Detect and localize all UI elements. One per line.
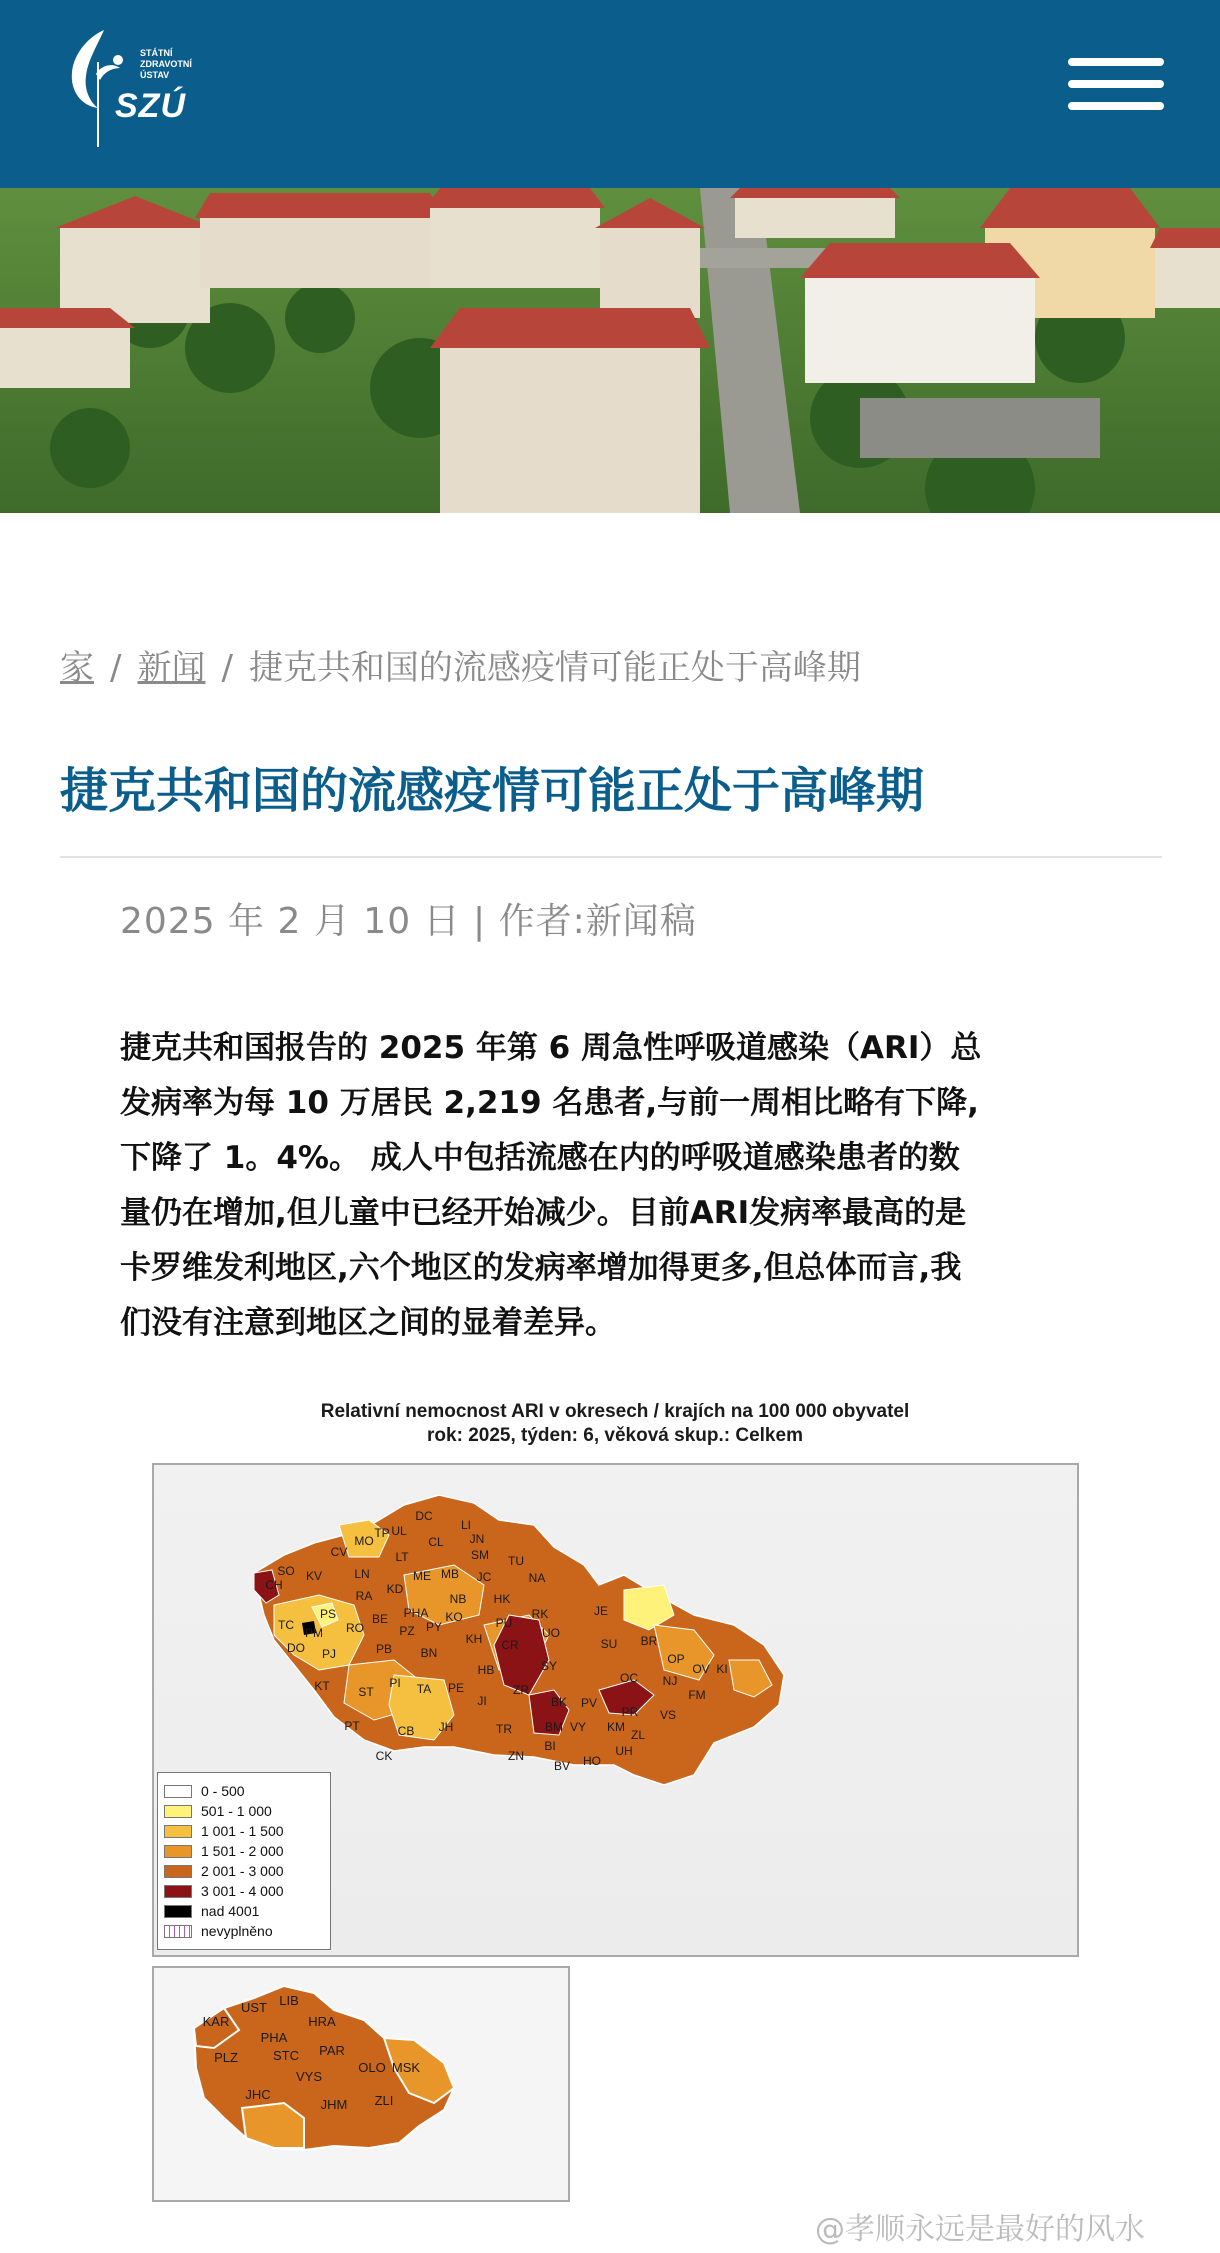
district-label: OP bbox=[667, 1652, 685, 1666]
district-label: BN bbox=[420, 1646, 438, 1660]
region-label: MSK bbox=[391, 2060, 421, 2075]
district-label: TC bbox=[278, 1618, 294, 1632]
legend-item: 0 - 500 bbox=[164, 1781, 324, 1801]
hamburger-menu-icon[interactable] bbox=[1068, 58, 1164, 132]
district-label: BE bbox=[371, 1612, 389, 1626]
watermark: @孝顺永远是最好的风水 bbox=[815, 2212, 1145, 2247]
legend-item: nad 4001 bbox=[164, 1901, 324, 1921]
district-label: KI bbox=[716, 1662, 728, 1676]
region-label: UST bbox=[241, 2000, 267, 2015]
region-label: JHM bbox=[320, 2097, 348, 2112]
district-label: DO bbox=[287, 1641, 305, 1655]
region-label: KAR bbox=[202, 2014, 230, 2029]
article-meta: 2025 年 2 月 10 日 | 作者:新闻稿 bbox=[120, 901, 697, 942]
district-label: SM bbox=[471, 1548, 489, 1562]
district-label: UL bbox=[391, 1524, 407, 1538]
district-label: KT bbox=[314, 1679, 330, 1693]
district-label: PZ bbox=[399, 1624, 415, 1638]
district-label: NJ bbox=[662, 1674, 678, 1688]
district-label: LT bbox=[395, 1550, 409, 1564]
body-line: 们没有注意到地区之间的显着差异。 bbox=[120, 1305, 616, 1341]
district-label: TU bbox=[508, 1554, 524, 1568]
legend-item: nevyplněno bbox=[164, 1921, 324, 1941]
district-label: CH bbox=[265, 1578, 283, 1592]
legend-item: 501 - 1 000 bbox=[164, 1801, 324, 1821]
district-label: PHA bbox=[403, 1606, 429, 1620]
district-label: TP bbox=[374, 1526, 390, 1540]
district-label: ZL bbox=[630, 1728, 646, 1742]
district-label: OC bbox=[620, 1671, 638, 1685]
district-label: HK bbox=[493, 1592, 511, 1606]
region-label: VYS bbox=[295, 2069, 323, 2084]
body-line: 量仍在增加,但儿童中已经开始减少。目前ARI发病率最高的是 bbox=[120, 1195, 967, 1231]
district-label: PS bbox=[319, 1607, 337, 1621]
region-label: HRA bbox=[308, 2014, 336, 2029]
district-label: MB bbox=[441, 1567, 459, 1581]
district-label: KD bbox=[386, 1582, 404, 1596]
district-label: BR bbox=[640, 1634, 658, 1648]
breadcrumb-news-link[interactable]: 新闻 bbox=[137, 648, 206, 688]
district-label: VS bbox=[659, 1708, 677, 1722]
breadcrumb-separator: / bbox=[110, 648, 122, 688]
district-label: HB bbox=[477, 1663, 495, 1677]
logo-wordmark: SZÚ bbox=[115, 87, 186, 125]
district-label: OV bbox=[692, 1662, 710, 1676]
breadcrumb-current: 捷克共和国的流感疫情可能正处于高峰期 bbox=[248, 648, 861, 688]
district-label: JI bbox=[477, 1694, 487, 1708]
district-label: CB bbox=[397, 1724, 415, 1738]
district-label: DC bbox=[415, 1509, 433, 1523]
district-label: SY bbox=[540, 1659, 558, 1673]
district-label: KO bbox=[445, 1610, 463, 1624]
district-label: PB bbox=[375, 1642, 393, 1656]
district-label: BI bbox=[544, 1739, 556, 1753]
district-label: ME bbox=[413, 1569, 431, 1583]
district-label: CV bbox=[330, 1545, 348, 1559]
district-label: LI bbox=[460, 1518, 472, 1532]
breadcrumb-home-link[interactable]: 家 bbox=[60, 648, 94, 688]
district-label: KH bbox=[465, 1632, 483, 1646]
region-map-svg bbox=[154, 1968, 570, 2202]
district-label: KM bbox=[607, 1720, 625, 1734]
region-label: ZLI bbox=[374, 2093, 394, 2108]
district-label: ZR bbox=[513, 1683, 529, 1697]
district-label: PY bbox=[425, 1620, 443, 1634]
district-label: SU bbox=[600, 1637, 618, 1651]
district-label: NA bbox=[528, 1571, 546, 1585]
district-label: JE bbox=[593, 1604, 609, 1618]
district-label: CR bbox=[501, 1638, 519, 1652]
szu-logo[interactable] bbox=[60, 22, 220, 152]
district-label: PJ bbox=[321, 1647, 337, 1661]
body-line: 发病率为每 10 万居民 2,219 名患者,与前一周相比略有下降, bbox=[120, 1085, 979, 1121]
site-header bbox=[0, 0, 1220, 188]
district-label: ZN bbox=[508, 1749, 524, 1763]
breadcrumb-separator: / bbox=[221, 648, 233, 688]
region-label: JHC bbox=[245, 2087, 271, 2102]
region-label: LIB bbox=[279, 1993, 299, 2008]
district-label: MO bbox=[354, 1534, 374, 1548]
district-label: JC bbox=[476, 1570, 492, 1584]
district-label: FM bbox=[688, 1688, 706, 1702]
district-label: PM bbox=[305, 1626, 323, 1640]
region-label: PHA bbox=[260, 2030, 288, 2045]
district-label: LN bbox=[354, 1567, 370, 1581]
title-divider bbox=[60, 856, 1162, 858]
district-label: JH bbox=[438, 1720, 454, 1734]
district-label: PU bbox=[495, 1616, 513, 1630]
district-label: JN bbox=[469, 1532, 485, 1546]
district-label: UH bbox=[615, 1744, 633, 1758]
map-legend bbox=[157, 1772, 331, 1950]
hero-image bbox=[0, 188, 1220, 513]
body-line: 下降了 1。4%。 成人中包括流感在内的呼吸道感染患者的数 bbox=[120, 1140, 960, 1176]
district-label: BK bbox=[550, 1695, 568, 1709]
region-label: PLZ bbox=[214, 2050, 238, 2065]
district-label: SO bbox=[277, 1564, 295, 1578]
district-label: UO bbox=[542, 1626, 560, 1640]
district-label: TA bbox=[416, 1682, 432, 1696]
district-label: KV bbox=[305, 1569, 323, 1583]
district-label: NB bbox=[449, 1592, 467, 1606]
legend-item: 3 001 - 4 000 bbox=[164, 1881, 324, 1901]
district-label: PT bbox=[344, 1719, 360, 1733]
district-label: HO bbox=[583, 1754, 601, 1768]
district-label: VY bbox=[569, 1720, 587, 1734]
district-label: BV bbox=[553, 1759, 571, 1773]
logo-small-text: STÁTNÍ ZDRAVOTNÍ ÚSTAV bbox=[140, 48, 192, 80]
region-map bbox=[152, 1966, 570, 2202]
district-label: CL bbox=[428, 1535, 444, 1549]
district-label: PV bbox=[580, 1696, 598, 1710]
district-label: RO bbox=[346, 1621, 364, 1635]
region-label: STC bbox=[273, 2048, 299, 2063]
body-line: 捷克共和国报告的 2025 年第 6 周急性呼吸道感染（ARI）总 bbox=[120, 1030, 982, 1066]
district-label: CK bbox=[375, 1749, 393, 1763]
breadcrumb bbox=[60, 640, 861, 689]
legend-item: 1 501 - 2 000 bbox=[164, 1841, 324, 1861]
district-label: PI bbox=[389, 1676, 401, 1690]
district-label: ST bbox=[358, 1685, 374, 1699]
district-label: RK bbox=[531, 1607, 549, 1621]
region-label: PAR bbox=[319, 2043, 345, 2058]
map-title: Relativní nemocnost ARI v okresech / krajích na 100 000 obyvatel rok: 2025, týden: 6, věková skup.: Celkem bbox=[320, 1401, 910, 1446]
body-line: 卡罗维发利地区,六个地区的发病率增加得更多,但总体而言,我 bbox=[120, 1250, 962, 1286]
page-title: 捷克共和国的流感疫情可能正处于高峰期 bbox=[60, 763, 925, 819]
district-label: PE bbox=[447, 1681, 465, 1695]
district-label: PR bbox=[621, 1705, 639, 1719]
article-body bbox=[120, 1022, 1120, 1352]
legend-item: 2 001 - 3 000 bbox=[164, 1861, 324, 1881]
legend-item: 1 001 - 1 500 bbox=[164, 1821, 324, 1841]
district-label: TR bbox=[496, 1722, 512, 1736]
region-label: OLO bbox=[358, 2060, 386, 2075]
district-label: RA bbox=[355, 1589, 373, 1603]
district-label: BM bbox=[545, 1720, 563, 1734]
